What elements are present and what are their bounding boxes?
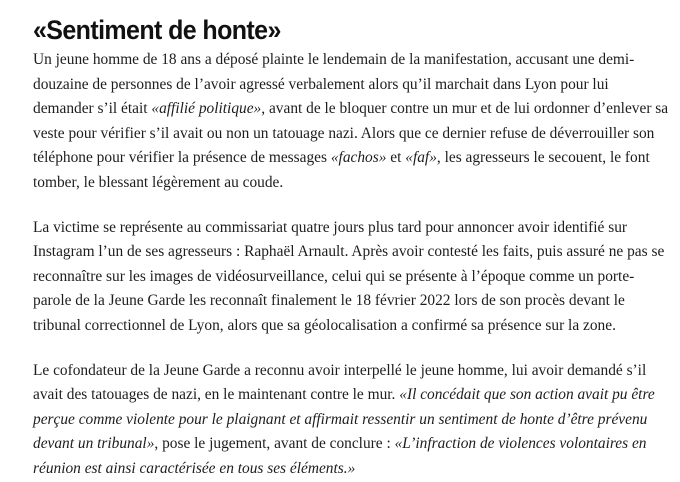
paragraph-identification (33, 216, 669, 339)
paragraph-judgment (33, 359, 669, 482)
text-run: Un jeune homme de 18 ans a déposé plainte le lendemain de la manifestation, accusant une demi-douzaine de personnes de l’avoir agressé verbalement alors qu’il marchait dans Lyon pour lui demander s’il était (33, 51, 635, 118)
text-run: , avant de le bloquer contre un mur et de lui ordonner d’enlever sa veste pour vérifier s’il avait ou non un tatouage nazi. Alors que ce dernier refuse de déverrouiller son téléphone pour vérifier la présence de messages (33, 100, 669, 167)
quote-run: «L’infraction de violences volontaires en réunion est ainsi caractérisée en tous ses éléments.» (33, 435, 647, 477)
text-run: Le cofondateur de la Jeune Garde a reconnu avoir interpellé le jeune homme, lui avoir demandé s’il avait des tatouages de nazi, en le maintenant contre le mur. (33, 361, 647, 404)
text-run: et (386, 149, 406, 167)
paragraph-complaint (33, 48, 669, 196)
section-heading: «Sentiment de honte» (33, 15, 281, 46)
quote-run: «Il concédait que son action avait pu être perçue comme violente pour le plaignant et affirmait ressentir un sentiment de honte d’être prévenu devant un tribunal» (33, 386, 655, 453)
text-run: , les agresseurs le secouent, le font tomber, le blessant légèrement au coude. (33, 149, 650, 191)
text-run: , pose le jugement, avant de conclure : (154, 435, 395, 453)
quote-run: «affilié politique» (151, 100, 262, 118)
text-run: La victime se représente au commissariat quatre jours plus tard pour annoncer avoir identifié sur Instagram l’un de ses agresseurs : Raphaël Arnault. Après avoir contesté les faits, puis assuré ne pas se reconnaître sur les images de vidéosurveillance, celui qui se présente à l’époque comme un porte-parole de la Jeune Garde les reconnaît finalement le 18 février 2022 lors de son procès devant le tribunal correctionnel de Lyon, alors que sa géolocalisation a confirmé sa présence sur la zone. (33, 218, 665, 334)
article-body (33, 14, 669, 482)
quote-run: «fachos» (330, 149, 387, 167)
quote-run: «faf» (405, 149, 437, 167)
